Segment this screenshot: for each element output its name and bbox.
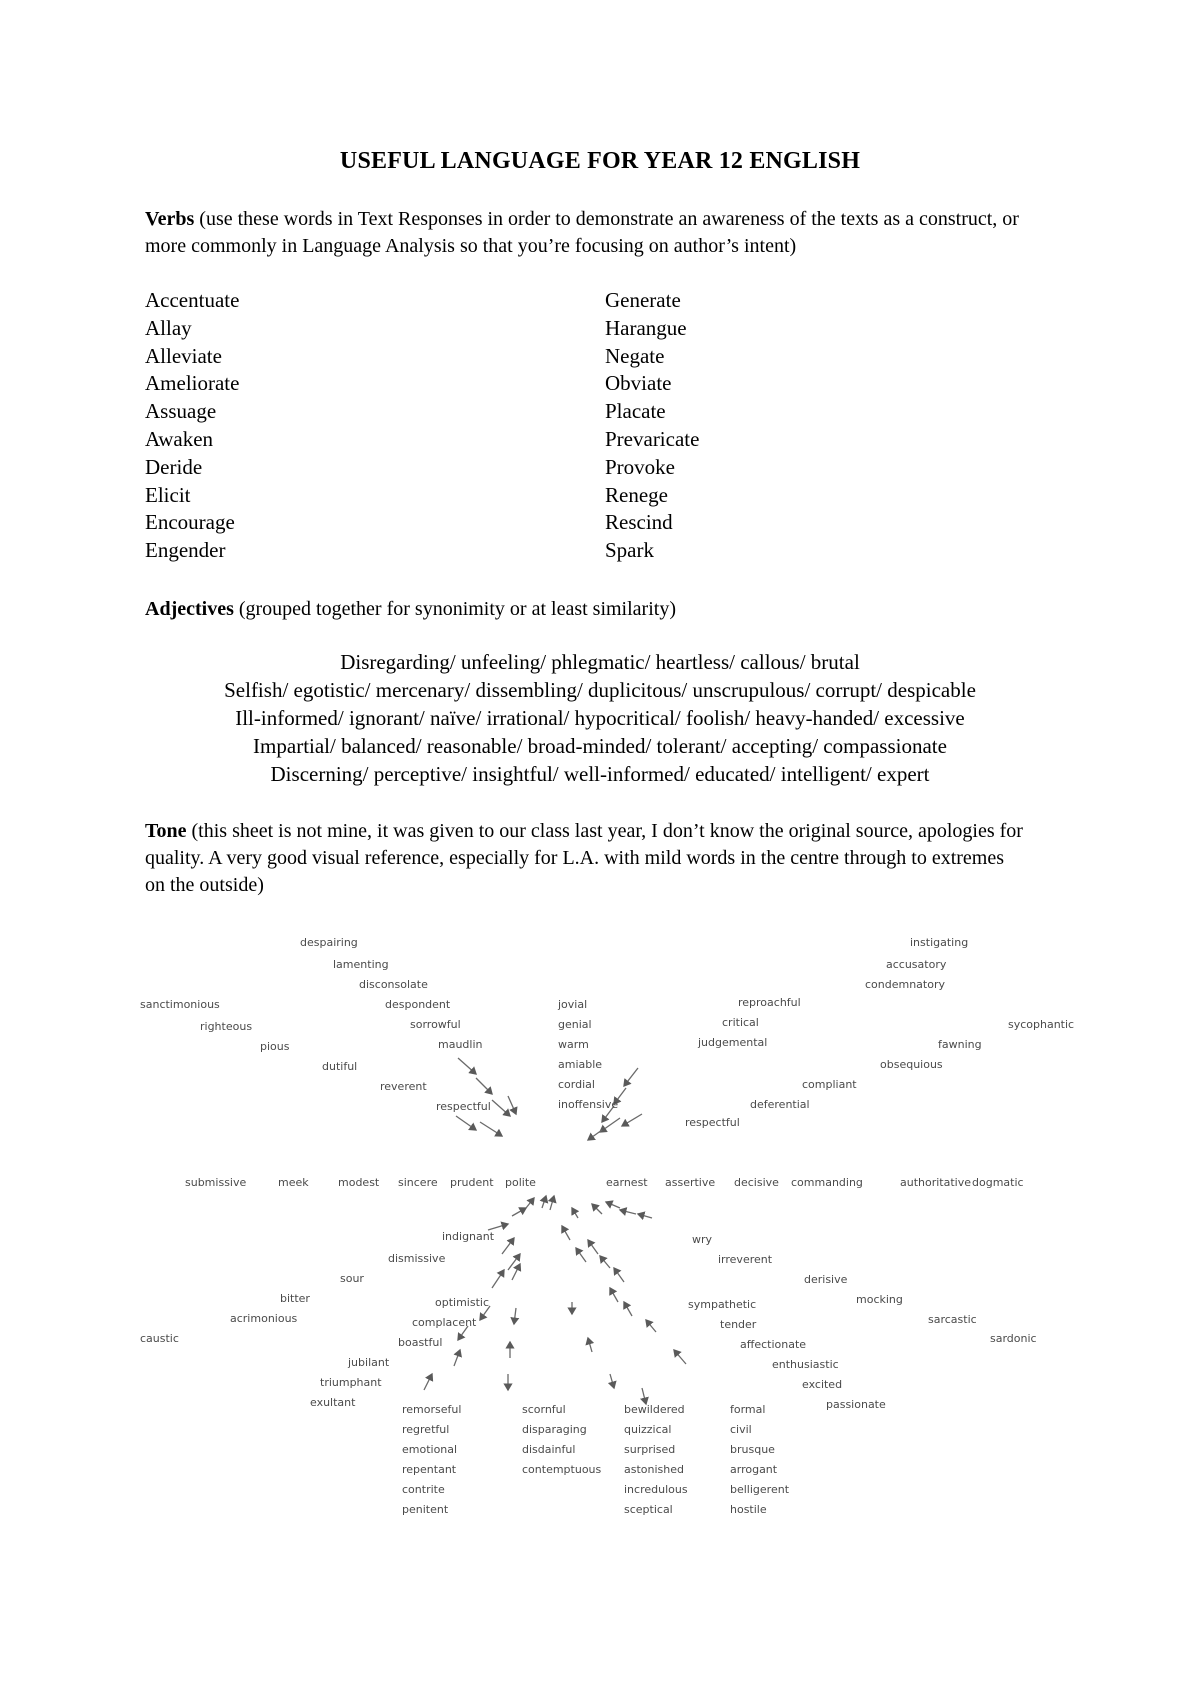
tone-arrow	[642, 1388, 646, 1404]
tone-word: boastful	[398, 1336, 443, 1349]
tone-arrow	[588, 1130, 602, 1140]
tone-word: excited	[802, 1378, 843, 1391]
verb-item: Obviate	[605, 371, 672, 396]
tone-word: wry	[692, 1233, 713, 1246]
verb-item: Assuage	[145, 399, 217, 424]
verb-item: Rescind	[605, 510, 673, 535]
adjectives-note: (grouped together for synonimity or at least similarity)	[233, 598, 676, 620]
tone-word: authoritative	[900, 1176, 972, 1189]
tone-arrows	[140, 918, 1080, 1538]
tone-word: respectful	[436, 1100, 491, 1113]
tone-word: deferential	[750, 1098, 810, 1111]
tone-arrow	[456, 1116, 476, 1130]
tone-word: despondent	[385, 998, 451, 1011]
tone-arrow	[610, 1288, 618, 1302]
tone-word: sardonic	[990, 1332, 1037, 1345]
tone-word: incredulous	[624, 1483, 688, 1496]
tone-word: commanding	[791, 1176, 863, 1189]
tone-word: regretful	[402, 1423, 450, 1436]
tone-note: (this sheet is not mine, it was given to our class last year, I don’t know the original source, apologies for quality. A very good visual reference, especially for L.A. with mild words in the centre through to extremes on the outside)	[145, 820, 1023, 896]
verbs-heading: Verbs	[145, 208, 195, 230]
tone-arrow	[610, 1374, 614, 1388]
tone-word: modest	[338, 1176, 380, 1189]
tone-word: warm	[558, 1038, 589, 1051]
verb-item: Accentuate	[145, 288, 240, 312]
tone-arrow	[424, 1374, 432, 1390]
tone-word: passionate	[826, 1398, 886, 1411]
adjective-group-line: Selfish/ egotistic/ mercenary/ dissembling/ duplicitous/ unscrupulous/ corrupt/ despicable	[224, 678, 976, 702]
page-title: USEFUL LANGUAGE FOR YEAR 12 ENGLISH	[339, 148, 861, 174]
tone-word: surprised	[624, 1443, 676, 1456]
tone-word: dismissive	[388, 1252, 446, 1265]
verb-item: Engender	[145, 538, 226, 563]
tone-word: cordial	[558, 1078, 595, 1091]
tone-word: assertive	[665, 1176, 716, 1189]
tone-arrow	[526, 1198, 534, 1208]
tone-word: emotional	[402, 1443, 458, 1456]
tone-word: quizzical	[624, 1423, 672, 1436]
tone-word: dutiful	[322, 1060, 358, 1073]
tone-word: complacent	[412, 1316, 477, 1329]
adjective-group-line: Discerning/ perceptive/ insightful/ well-informed/ educated/ intelligent/ expert	[270, 762, 930, 786]
tone-word: sarcastic	[928, 1313, 977, 1326]
tone-arrow	[508, 1096, 516, 1114]
tone-word: repentant	[402, 1463, 457, 1476]
tone-word: tender	[720, 1318, 757, 1331]
tone-word: brusque	[730, 1443, 775, 1456]
tone-word: penitent	[402, 1503, 449, 1516]
verbs-intro	[145, 206, 1045, 260]
tone-word: disconsolate	[359, 978, 428, 991]
tone-word: hostile	[730, 1503, 767, 1516]
verb-item: Generate	[605, 288, 681, 312]
tone-word: disdainful	[522, 1443, 576, 1456]
tone-word: reverent	[380, 1080, 427, 1093]
tone-word: enthusiastic	[772, 1358, 839, 1371]
tone-word: pious	[260, 1040, 290, 1053]
tone-arrow	[480, 1122, 502, 1136]
verb-item: Allay	[145, 315, 192, 340]
tone-word: accusatory	[886, 958, 947, 971]
tone-word: civil	[730, 1423, 752, 1436]
tone-word: belligerent	[730, 1483, 790, 1496]
tone-arrow	[588, 1240, 598, 1254]
tone-arrow	[458, 1058, 476, 1074]
tone-arrow	[502, 1238, 514, 1254]
tone-word: earnest	[606, 1176, 648, 1189]
tone-arrow	[606, 1202, 620, 1208]
tone-word: indignant	[442, 1230, 495, 1243]
tone-arrow	[600, 1256, 610, 1268]
tone-word: jubilant	[348, 1356, 390, 1369]
tone-arrow	[674, 1350, 686, 1364]
tone-word: obsequious	[880, 1058, 943, 1071]
tone-word: righteous	[200, 1020, 253, 1033]
tone-word: contrite	[402, 1483, 445, 1496]
tone-word: compliant	[802, 1078, 857, 1091]
verb-item: Deride	[145, 454, 203, 479]
tone-word: maudlin	[438, 1038, 483, 1051]
tone-word: bitter	[280, 1292, 310, 1305]
tone-arrow	[614, 1268, 624, 1282]
tone-word: polite	[505, 1176, 536, 1189]
verb-item: Ameliorate	[145, 371, 240, 396]
tone-word: disparaging	[522, 1423, 587, 1436]
tone-word: exultant	[310, 1396, 356, 1409]
tone-arrow	[620, 1210, 636, 1214]
tone-arrow	[592, 1204, 602, 1214]
tone-arrow	[624, 1068, 638, 1086]
tone-word: sycophantic	[1008, 1018, 1075, 1031]
tone-word: scornful	[522, 1403, 566, 1416]
tone-word: acrimonious	[230, 1312, 298, 1325]
tone-word: condemnatory	[865, 978, 946, 991]
tone-word: submissive	[185, 1176, 247, 1189]
tone-word: critical	[722, 1016, 759, 1029]
adjective-groups	[0, 648, 1200, 788]
tone-word: sincere	[398, 1176, 438, 1189]
tone-word: derisive	[804, 1273, 848, 1286]
tone-arrow	[476, 1078, 492, 1094]
tone-word: despairing	[300, 936, 358, 949]
tone-word: respectful	[685, 1116, 740, 1129]
tone-word: sanctimonious	[140, 998, 220, 1011]
tone-arrow	[542, 1196, 546, 1208]
tone-arrow	[646, 1320, 656, 1332]
tone-arrow	[454, 1350, 460, 1366]
tone-word: amiable	[558, 1058, 603, 1071]
tone-word: reproachful	[738, 996, 801, 1009]
tone-word: affectionate	[740, 1338, 807, 1351]
verb-item: Encourage	[145, 510, 235, 535]
verbs-right-column	[605, 287, 699, 565]
tone-word: judgemental	[698, 1036, 768, 1049]
tone-word: inoffensive	[558, 1098, 619, 1111]
tone-word: triumphant	[320, 1376, 382, 1389]
adjective-group-line: Disregarding/ unfeeling/ phlegmatic/ heartless/ callous/ brutal	[340, 650, 860, 674]
verb-item: Provoke	[605, 454, 675, 479]
verb-item: Renege	[605, 482, 668, 507]
tone-word: astonished	[624, 1463, 684, 1476]
tone-word: decisive	[734, 1176, 779, 1189]
tone-arrow	[514, 1308, 516, 1324]
tone-word: sorrowful	[410, 1018, 461, 1031]
verb-item: Awaken	[145, 426, 214, 451]
tone-word: lamenting	[333, 958, 389, 971]
tone-word: fawning	[938, 1038, 982, 1051]
tone-arrow	[550, 1196, 554, 1210]
tone-word: instigating	[910, 936, 969, 949]
tone-word: bewildered	[624, 1403, 685, 1416]
tone-word: genial	[558, 1018, 592, 1031]
tone-word: sceptical	[624, 1503, 673, 1516]
tone-word: meek	[278, 1176, 309, 1189]
tone-intro	[145, 818, 1025, 899]
tone-arrow	[562, 1226, 570, 1240]
adjectives-heading: Adjectives	[145, 598, 234, 620]
adjective-group-line: Impartial/ balanced/ reasonable/ broad-minded/ tolerant/ accepting/ compassionate	[253, 734, 947, 758]
tone-word: sour	[340, 1272, 364, 1285]
verb-item: Negate	[605, 343, 665, 368]
tone-word: prudent	[450, 1176, 494, 1189]
tone-word: arrogant	[730, 1463, 778, 1476]
verb-item: Spark	[605, 538, 654, 563]
tone-arrow	[638, 1214, 652, 1218]
tone-word: jovial	[558, 998, 588, 1011]
tone-arrow	[576, 1248, 586, 1262]
tone-arrow	[572, 1208, 578, 1218]
verbs-left-column	[145, 287, 239, 565]
adjective-group-line: Ill-informed/ ignorant/ naïve/ irrational/ hypocritical/ foolish/ heavy-handed/ excessive	[235, 706, 965, 730]
tone-arrow	[492, 1270, 504, 1288]
tone-word: contemptuous	[522, 1463, 602, 1476]
tone-heading: Tone	[145, 820, 187, 842]
verb-item: Prevaricate	[605, 426, 700, 451]
verb-item: Placate	[605, 399, 666, 424]
tone-word: sympathetic	[688, 1298, 757, 1311]
verb-item: Elicit	[145, 482, 191, 507]
verb-item: Alleviate	[145, 343, 222, 368]
tone-arrow	[512, 1208, 526, 1216]
tone-word: formal	[730, 1403, 766, 1416]
tone-arrow	[622, 1114, 642, 1126]
verb-item: Harangue	[605, 315, 687, 340]
tone-word: caustic	[140, 1332, 179, 1345]
tone-arrow	[588, 1338, 592, 1352]
tone-word: dogmatic	[972, 1176, 1024, 1189]
tone-word: mocking	[856, 1293, 903, 1306]
tone-word: irreverent	[718, 1253, 773, 1266]
tone-arrow	[624, 1302, 632, 1316]
tone-wheel-diagram	[140, 918, 1080, 1538]
verbs-note: (use these words in Text Responses in order to demonstrate an awareness of the texts as a construct, or more commonly in Language Analysis so that you’re focusing on author’s intent)	[145, 208, 1019, 257]
tone-word: remorseful	[402, 1403, 462, 1416]
tone-arrow	[512, 1264, 520, 1280]
adjectives-intro	[145, 596, 1045, 623]
tone-arrow	[492, 1100, 510, 1116]
tone-word: optimistic	[435, 1296, 490, 1309]
